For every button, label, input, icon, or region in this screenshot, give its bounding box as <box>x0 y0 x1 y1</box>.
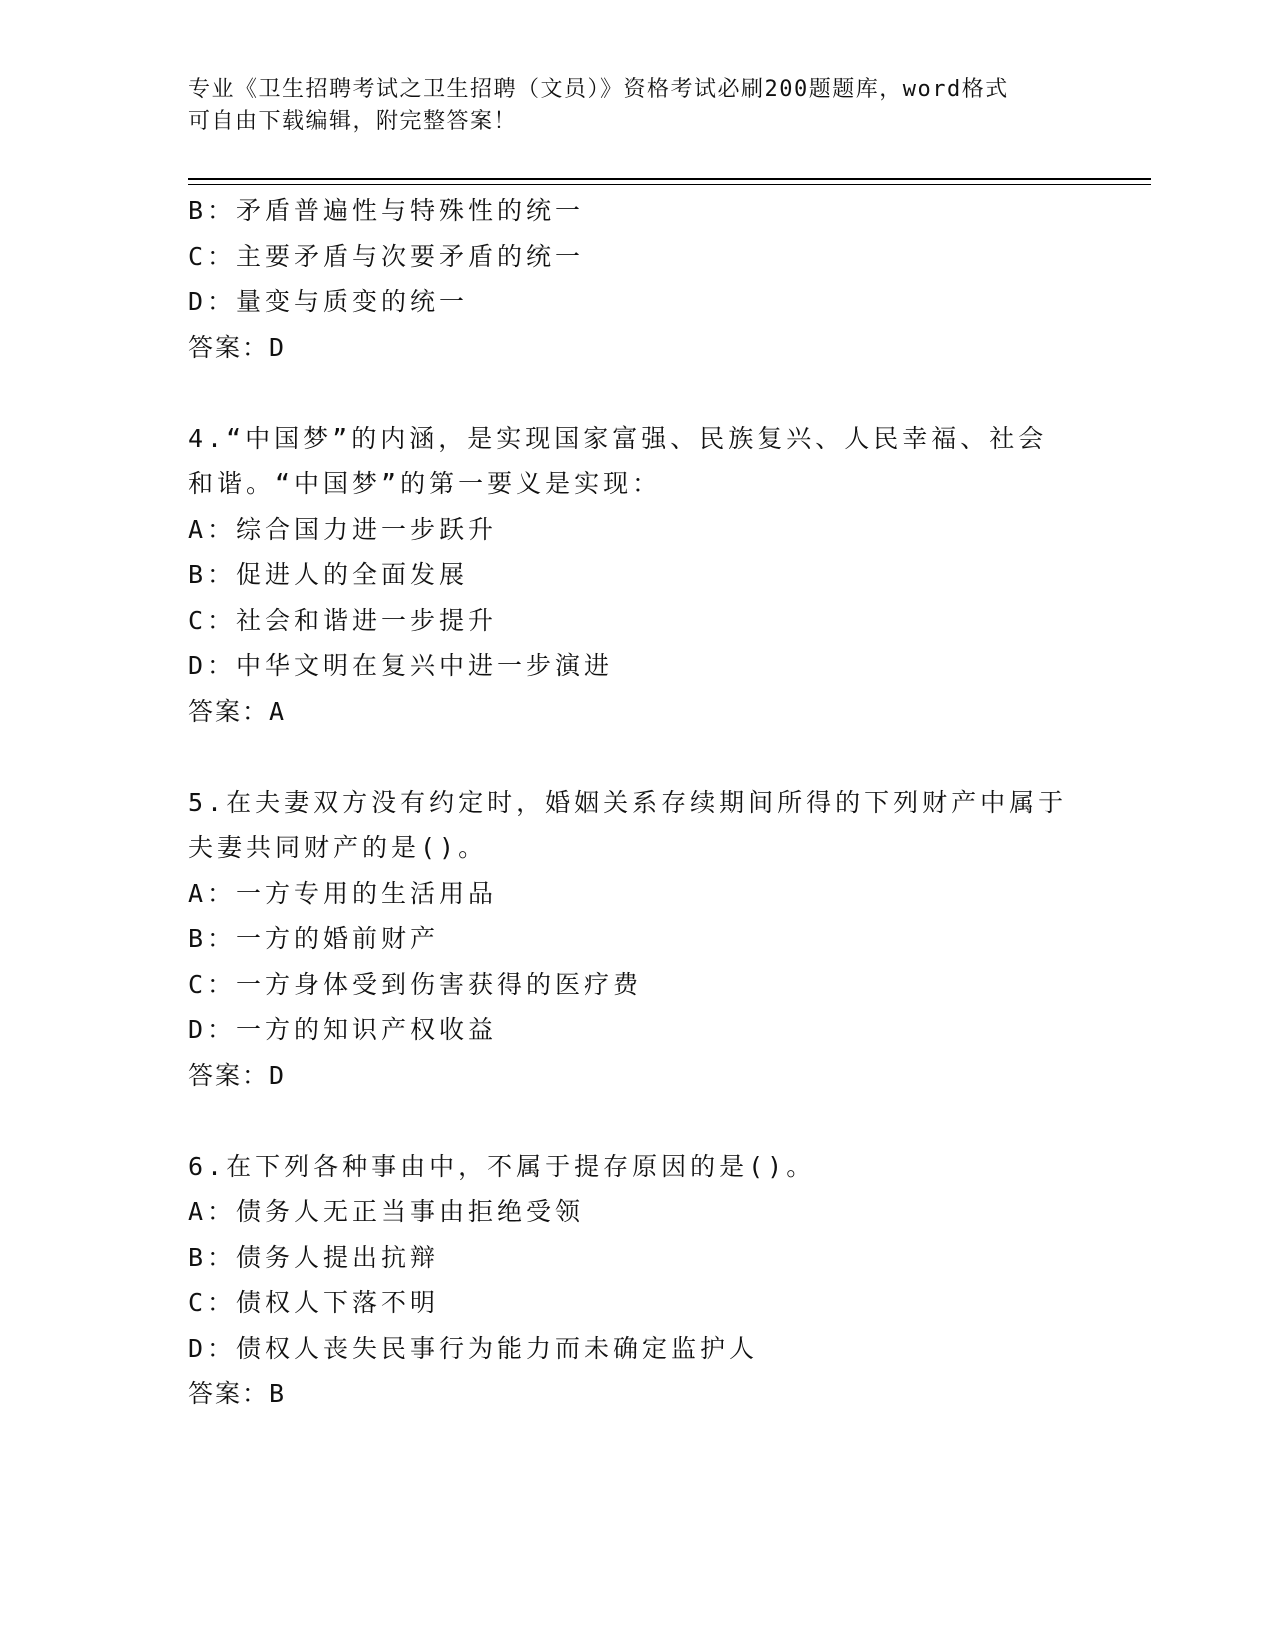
question-stem-continued: 和谐。“中国梦”的第一要义是实现： <box>188 469 662 498</box>
option-d: D：量变与质变的统一 <box>188 287 469 316</box>
option-a: A：债务人无正当事由拒绝受领 <box>188 1197 585 1226</box>
answer-line: 答案：A <box>188 696 287 726</box>
option-a: A：一方专用的生活用品 <box>188 878 498 908</box>
header-divider-thin <box>188 184 1151 185</box>
option-b: B：一方的婚前财产 <box>188 924 440 953</box>
question-block-3-partial <box>188 188 1088 370</box>
question-stem: 4.“中国梦”的内涵，是实现国家富强、民族复兴、人民幸福、社会 <box>188 423 1048 453</box>
header-divider-thick <box>188 178 1151 180</box>
header-title-line-2: 可自由下载编辑，附完整答案！ <box>188 109 518 134</box>
option-b: B：矛盾普遍性与特殊性的统一 <box>188 196 585 225</box>
question-stem: 5.在夫妻双方没有约定时，婚姻关系存续期间所得的下列财产中属于 <box>188 787 1068 817</box>
option-d: D：债权人丧失民事行为能力而未确定监护人 <box>188 1333 759 1363</box>
answer-line: 答案：D <box>188 1060 287 1090</box>
answer-line: 答案：D <box>188 332 287 362</box>
question-block-4 <box>188 416 1088 735</box>
question-stem: 6.在下列各种事由中，不属于提存原因的是()。 <box>188 1151 816 1181</box>
answer-line: 答案：B <box>188 1379 287 1408</box>
option-d: D：一方的知识产权收益 <box>188 1015 498 1044</box>
question-stem-continued: 夫妻共同财产的是()。 <box>188 833 488 862</box>
header-title-line-1: 专业《卫生招聘考试之卫生招聘（文员）》资格考试必刷200题题库，word格式 <box>188 77 1009 102</box>
question-block-6 <box>188 1144 1088 1417</box>
option-c: C：一方身体受到伤害获得的医疗费 <box>188 969 643 999</box>
option-c: C：债权人下落不明 <box>188 1288 440 1317</box>
option-d: D：中华文明在复兴中进一步演进 <box>188 651 614 680</box>
question-list <box>188 188 1088 1417</box>
document-header <box>188 74 1088 138</box>
option-a: A：综合国力进一步跃升 <box>188 514 498 544</box>
question-block-5 <box>188 780 1088 1099</box>
option-c: C：主要矛盾与次要矛盾的统一 <box>188 241 585 271</box>
option-b: B：债务人提出抗辩 <box>188 1242 440 1272</box>
option-c: C：社会和谐进一步提升 <box>188 605 498 635</box>
option-b: B：促进人的全面发展 <box>188 560 469 589</box>
